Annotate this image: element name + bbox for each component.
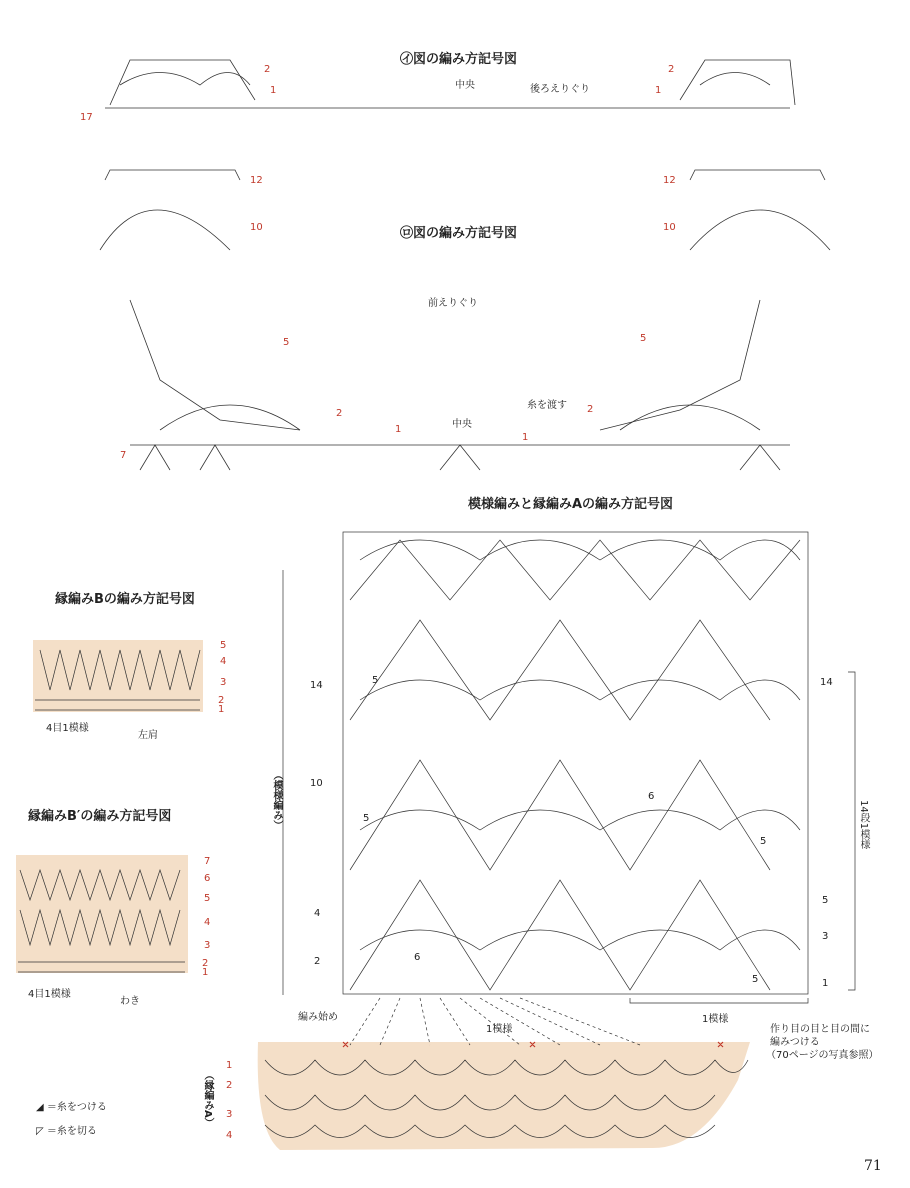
edge-bp-row-6: 6 (204, 873, 211, 884)
legend-cut-text: ＝糸を切る (46, 1126, 97, 1137)
edge-bp-repeat-label: 4目1模様 (28, 989, 71, 1000)
chain-count-5: 5 (760, 836, 767, 847)
i-row-1-right: 1 (655, 85, 662, 96)
edge-b-row-1: 1 (218, 704, 225, 715)
fourteen-rows-label: 14段1模様 (858, 800, 869, 850)
ro-row-2-right: 2 (587, 404, 594, 415)
i-row-2-right: 2 (668, 64, 675, 75)
main-row-2-left: 2 (314, 956, 321, 967)
i-row-1-left: 1 (270, 85, 277, 96)
chain-count-4: 6 (414, 952, 421, 963)
edge-bp-row-3: 3 (204, 940, 211, 951)
edge-b-title: 縁編みBの編み方記号図 (55, 592, 195, 607)
edge-b-prime-title: 縁編みB′の編み方記号図 (28, 809, 172, 824)
ro-row-5-right: 5 (640, 333, 647, 344)
ro-row-7: 7 (120, 450, 127, 461)
legend-attach (36, 1098, 107, 1113)
chain-count-1: 5 (372, 675, 379, 686)
edge-bp-row-5: 5 (204, 893, 211, 904)
main-row-1-right: 1 (822, 978, 829, 989)
edge-a-row-4: 4 (226, 1130, 233, 1141)
i-center-label: 中央 (455, 80, 475, 91)
main-row-10-left: 10 (310, 778, 323, 789)
ro-row-1-right: 1 (522, 432, 529, 443)
side-label: わき (120, 996, 140, 1007)
edge-bp-row-2: 2 (202, 958, 209, 969)
main-one-repeat-label: 1模様 (702, 1014, 729, 1025)
legend-cut (36, 1122, 97, 1137)
main-row-4-left: 4 (314, 908, 321, 919)
chain-count-6: 5 (752, 974, 759, 985)
attach-note-line-3: （70ページの写真参照） (766, 1050, 879, 1061)
pattern-stitch-label: （模様編み） (271, 770, 282, 830)
main-row-14-right: 14 (820, 677, 833, 688)
left-shoulder-label: 左肩 (138, 730, 158, 741)
edge-bp-row-4: 4 (204, 917, 211, 928)
main-row-5-right: 5 (822, 895, 829, 906)
back-neck-label: 後ろえりぐり (530, 84, 590, 95)
pattern-chart-title: 模様編みと縁編みAの編み方記号図 (468, 497, 674, 512)
edge-b-row-5: 5 (220, 640, 227, 651)
ro-row-2-left: 2 (336, 408, 343, 419)
attach-note-line-2: 編みつける (770, 1037, 820, 1048)
ro-row-12-left: 12 (250, 175, 263, 186)
ro-row-10-right: 10 (663, 222, 676, 233)
edge-a-row-1: 1 (226, 1060, 233, 1071)
edge-a-label: （縁編みA） (202, 1070, 213, 1128)
edge-a-row-2: 2 (226, 1080, 233, 1091)
legend-attach-text: ＝糸をつける (46, 1102, 107, 1113)
edge-bp-row-7: 7 (204, 856, 211, 867)
edge-a-one-repeat-label: 1模様 (486, 1024, 513, 1035)
main-row-3-right: 3 (822, 931, 829, 942)
edge-bp-row-1: 1 (202, 967, 209, 978)
edge-b-repeat-label: 4目1模様 (46, 723, 89, 734)
ro-chart-title: ㋺図の編み方記号図 (400, 226, 518, 241)
attach-note-line-1: 作り目の目と目の間に (770, 1024, 870, 1035)
ro-row-10-left: 10 (250, 222, 263, 233)
i-row-2-left: 2 (264, 64, 271, 75)
pass-yarn-label: 糸を渡す (527, 400, 567, 411)
chain-count-3: 6 (648, 791, 655, 802)
ro-row-1-left: 1 (395, 424, 402, 435)
start-label: 編み始め (298, 1012, 338, 1023)
ro-row-12-right: 12 (663, 175, 676, 186)
attach-yarn-icon: ◢ (36, 1102, 44, 1113)
i-row-17: 17 (80, 112, 93, 123)
ro-row-5-left: 5 (283, 337, 290, 348)
i-chart-title: ㋑図の編み方記号図 (400, 52, 518, 67)
chain-count-2: 5 (363, 813, 370, 824)
page-number: 71 (864, 1158, 882, 1174)
main-row-14-left: 14 (310, 680, 323, 691)
edge-b-row-3: 3 (220, 677, 227, 688)
edge-b-row-2: 2 (218, 695, 225, 706)
edge-b-row-4: 4 (220, 656, 227, 667)
front-neck-label: 前えりぐり (428, 298, 478, 309)
edge-a-row-3: 3 (226, 1109, 233, 1120)
cut-yarn-icon: ◸ (36, 1126, 44, 1137)
ro-center-label: 中央 (452, 419, 472, 430)
